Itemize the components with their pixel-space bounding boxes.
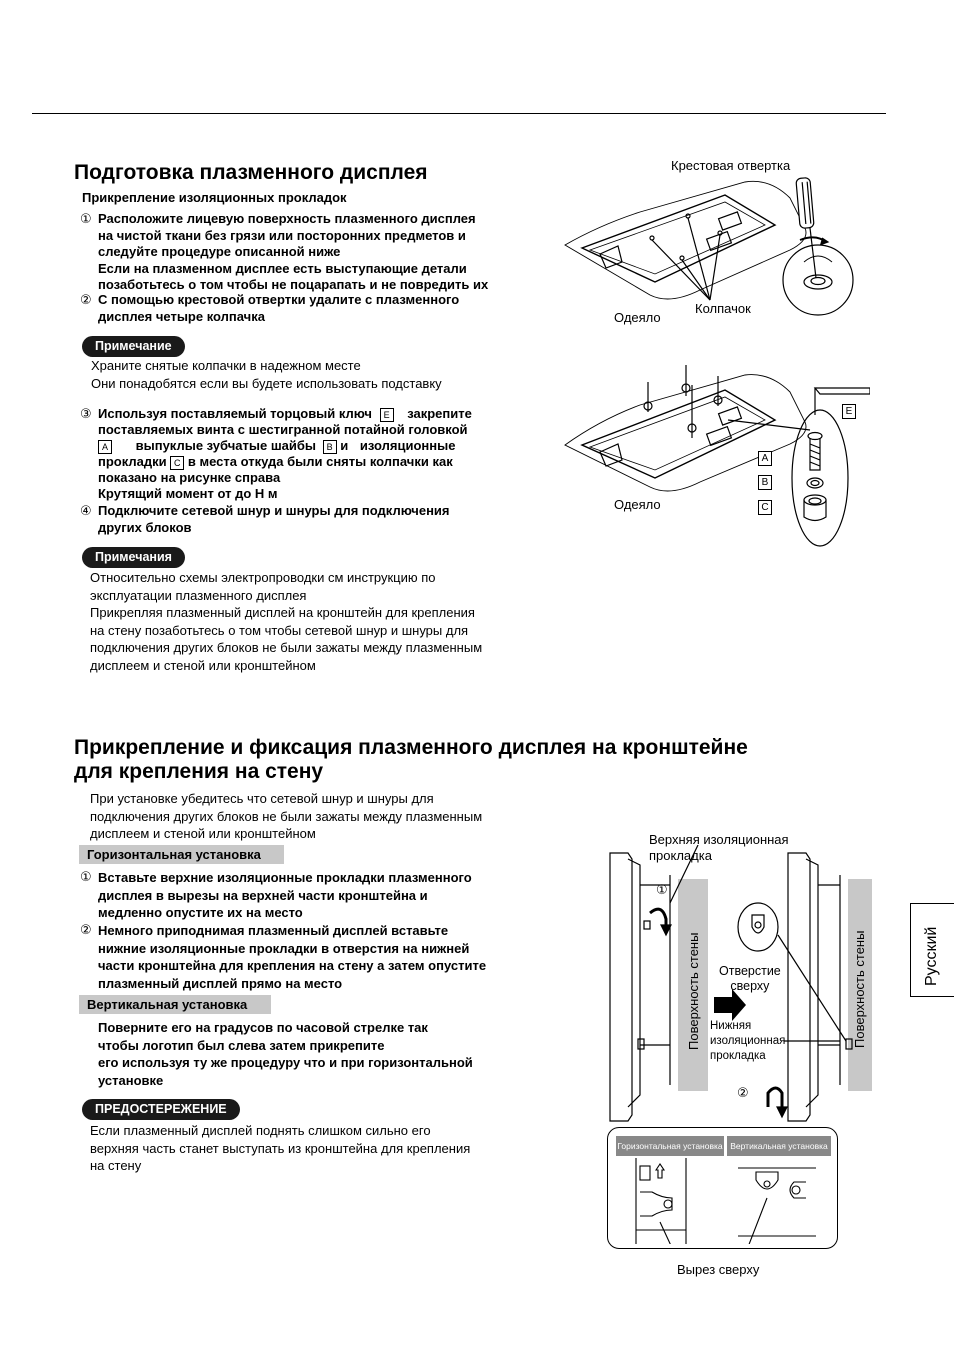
h-step1-number: ①	[80, 869, 92, 884]
step2-marker: ②	[737, 1085, 749, 1100]
vertical-install-text: Поверните его на градусов по часовой стрелке так чтобы логотип был слева затем прикрепите его используя ту же процедуру что и при горизонтальной установке	[98, 1020, 473, 1088]
step3-number: ③	[80, 406, 92, 421]
section1-title: Подготовка плазменного дисплея	[74, 161, 428, 184]
step3-line4: прокладки C в места откуда были сняты колпачки как	[98, 454, 453, 469]
blanket-label-2: Одеяло	[614, 497, 661, 512]
hole-top-label: Отверстие сверху	[719, 964, 781, 993]
step4-text: Подключите сетевой шнур и шнуры для подключения других блоков	[98, 503, 450, 535]
note-text: Храните снятые колпачки в надежном месте Они понадобятся если вы будете использовать подставку	[91, 358, 442, 391]
letter-a-label: A	[758, 451, 772, 466]
step1-text: Расположите лицевую поверхность плазменного дисплея на чистой ткани без грязи или посторонних предметов и следуйте процедуре описанной ниже Если на плазменном дисплее есть выступающие детали позаботьтесь о том чтобы не поцарапать и не повредить их	[98, 211, 489, 292]
wall-surface-label-left: Поверхность стены	[686, 932, 701, 1050]
upper-pad-label: Верхняя изоляционная прокладка	[649, 832, 789, 863]
cap-removal-illustration	[560, 170, 860, 320]
h-step2-text: Немного приподнимая плазменный дисплей вставьте нижние изоляционные прокладки в отверстия на нижней части кронштейна для крепления на стену а затем опустите плазменный дисплей прямо на место	[98, 923, 487, 991]
step3-line5: показано на рисунке справа	[98, 470, 281, 485]
letter-b-box: B	[323, 440, 337, 454]
caution-badge: ПРЕДОСТЕРЕЖЕНИЕ	[82, 1099, 240, 1120]
lower-pad-label: Нижняя изоляционная прокладка	[710, 1020, 786, 1062]
letter-c-box: C	[170, 456, 184, 470]
blanket-label-1: Одеяло	[614, 310, 661, 325]
notes-badge: Примечания	[82, 547, 185, 568]
section2-intro: При установке убедитесь что сетевой шнур и шнуры для подключения других блоков не были зажаты между плазменным дисплеем и стеной или кронштейном	[90, 791, 483, 841]
step2-number: ②	[80, 292, 92, 307]
step3-torque: Крутящий момент от до Н м	[98, 486, 278, 501]
step3-line2: поставляемых винта с шестигранной потайной головкой	[98, 422, 468, 437]
cutout-inset	[607, 1127, 838, 1249]
cutout-top-label: Вырез сверху	[677, 1262, 760, 1277]
h-step2-number: ②	[80, 922, 92, 937]
inset-horizontal-label: Горизонтальная установка	[616, 1136, 724, 1156]
notes-text: Относительно схемы электропроводки см инструкцию по эксплуатации плазменного дисплея Прикрепляя плазменный дисплей на кронштейн для крепления на стену позаботьтесь о том чтобы сетевой шнур и шнуры для подключения других блоков не были зажаты между плазменным дисплеем и стеной или кронштейном	[90, 570, 483, 673]
horizontal-install-heading: Горизонтальная установка	[79, 845, 284, 864]
step3-line1: Используя поставляемый торцовый ключ E закрепите	[98, 406, 472, 421]
wall-surface-label-right: Поверхность стены	[852, 930, 867, 1048]
step2-text: С помощью крестовой отвертки удалите с плазменного дисплея четыре колпачка	[98, 292, 460, 324]
inset-vertical-label: Вертикальная установка	[727, 1136, 831, 1156]
language-tab	[910, 903, 954, 997]
vertical-install-heading: Вертикальная установка	[79, 995, 271, 1014]
screwdriver-label: Крестовая отвертка	[671, 158, 791, 173]
cutout-detail-illustration	[616, 1158, 831, 1244]
step1-number: ①	[80, 211, 92, 226]
cap-label: Колпачок	[695, 301, 751, 316]
section2-title: Прикрепление и фиксация плазменного дисплея на кронштейне для крепления на стену	[74, 736, 748, 783]
step1-marker: ①	[656, 882, 668, 897]
letter-e-label: E	[842, 404, 856, 419]
letter-a-box: A	[98, 440, 112, 454]
bolt-parts-magnified	[790, 380, 870, 548]
step3-line3: A выпуклые зубчатые шайбы B и изоляционные	[98, 438, 455, 455]
language-tab-label: Русский	[923, 926, 940, 986]
section1-subtitle: Прикрепление изоляционных прокладок	[82, 190, 347, 205]
note-badge: Примечание	[82, 336, 185, 357]
header-rule	[32, 113, 886, 114]
h-step1-text: Вставьте верхние изоляционные прокладки плазменного дисплея в вырезы на верхней части кронштейна и медленно опустите их на место	[98, 870, 472, 920]
step4-number: ④	[80, 503, 92, 518]
letter-e-box: E	[380, 408, 394, 422]
letter-b-label: B	[758, 475, 772, 490]
caution-text: Если плазменный дисплей поднять слишком сильно его верхняя часть станет выступать из кронштейна для крепления на стену	[90, 1123, 471, 1173]
letter-c-label: C	[758, 500, 772, 515]
